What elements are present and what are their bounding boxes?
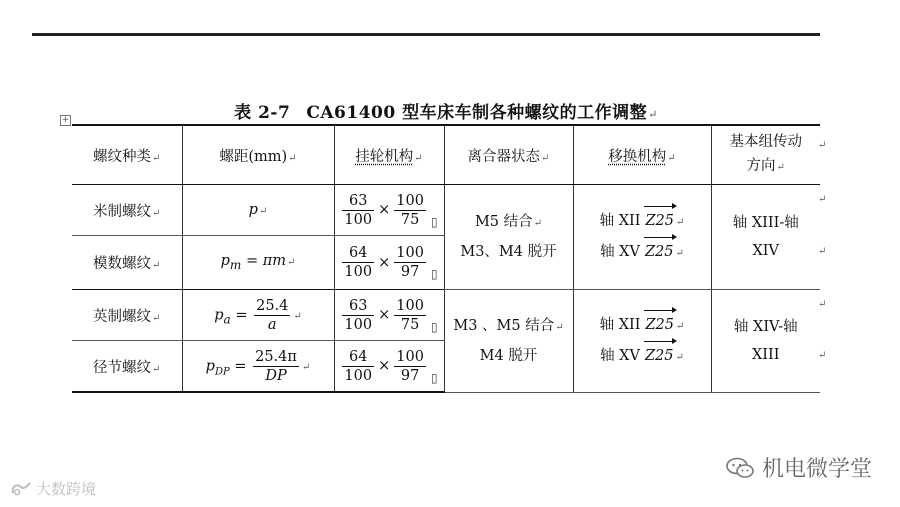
cell-shift-group-2: 轴 XII Z25 ↵ 轴 XV Z25 ↵ <box>573 290 711 393</box>
row-end-mark: ↵ <box>818 299 827 310</box>
cell-gear: $\frac{64}{100}$ × $\frac{100}{97}$ ▯ <box>334 341 444 393</box>
cell-thread-type: 径节螺纹↵ <box>72 341 182 393</box>
cell-pitch: $p_{DP}$ = $\frac{25.4\pi}{DP}$ ↵ <box>182 341 334 393</box>
caption-number: 表 2-7 <box>234 103 291 123</box>
table-row <box>72 290 820 341</box>
top-rule <box>32 33 820 36</box>
table-header-row <box>72 125 820 185</box>
cell-pitch: $p_a$ = $\frac{25.4}{a}$ ↵ <box>182 290 334 341</box>
cell-clutch-group-1: M5 结合↵ M3、M4 脱开 <box>444 185 573 290</box>
watermark-left: 大数跨境 <box>10 478 96 499</box>
row-end-mark: ↵ <box>818 194 827 205</box>
table-move-handle-icon[interactable]: + <box>61 115 70 125</box>
caption-title: CA61400 型车床车制各种螺纹的工作调整 <box>306 103 648 123</box>
cell-clutch-group-2: M3 、M5 结合↵ M4 脱开 <box>444 290 573 393</box>
cell-pitch: p↵ <box>182 185 334 236</box>
row-end-mark: ↵ <box>818 246 827 257</box>
row-end-mark: ↵ <box>818 350 827 361</box>
thread-adjustment-table <box>72 124 820 393</box>
cell-pitch: $p_m$ = πm↵ <box>182 236 334 290</box>
header-gear: 挂轮机构↵ <box>334 125 444 185</box>
table-caption: 表 2-7 CA61400 型车床车制各种螺纹的工作调整↵ <box>234 103 658 123</box>
cell-thread-type: 英制螺纹↵ <box>72 290 182 341</box>
header-clutch: 离合器状态↵ <box>444 125 573 185</box>
cell-direction-group-1: 轴 XIII-轴 XIV <box>711 185 820 290</box>
cell-thread-type: 模数螺纹↵ <box>72 236 182 290</box>
brand-logo-icon <box>10 481 32 497</box>
cell-gear: $\frac{63}{100}$ × $\frac{100}{75}$ ▯ <box>334 185 444 236</box>
header-thread-type: 螺纹种类↵ <box>72 125 182 185</box>
cell-shift-group-1: 轴 XII Z25 ↵ 轴 XV Z25 ↵ <box>573 185 711 290</box>
header-pitch: 螺距(mm)↵ <box>182 125 334 185</box>
watermark-right: 机电微学堂 <box>726 452 872 483</box>
wechat-icon <box>726 457 754 479</box>
cell-thread-type: 米制螺纹↵ <box>72 185 182 236</box>
cell-gear: $\frac{63}{100}$ × $\frac{100}{75}$ ▯ <box>334 290 444 341</box>
row-end-mark: ↵ <box>818 140 827 151</box>
cell-direction-group-2: 轴 XIV-轴 XIII <box>711 290 820 393</box>
header-direction: 基本组传动 方向↵ <box>711 125 820 185</box>
table-row <box>72 185 820 236</box>
cell-gear: $\frac{64}{100}$ × $\frac{100}{97}$ ▯ <box>334 236 444 290</box>
header-shift: 移换机构↵ <box>573 125 711 185</box>
